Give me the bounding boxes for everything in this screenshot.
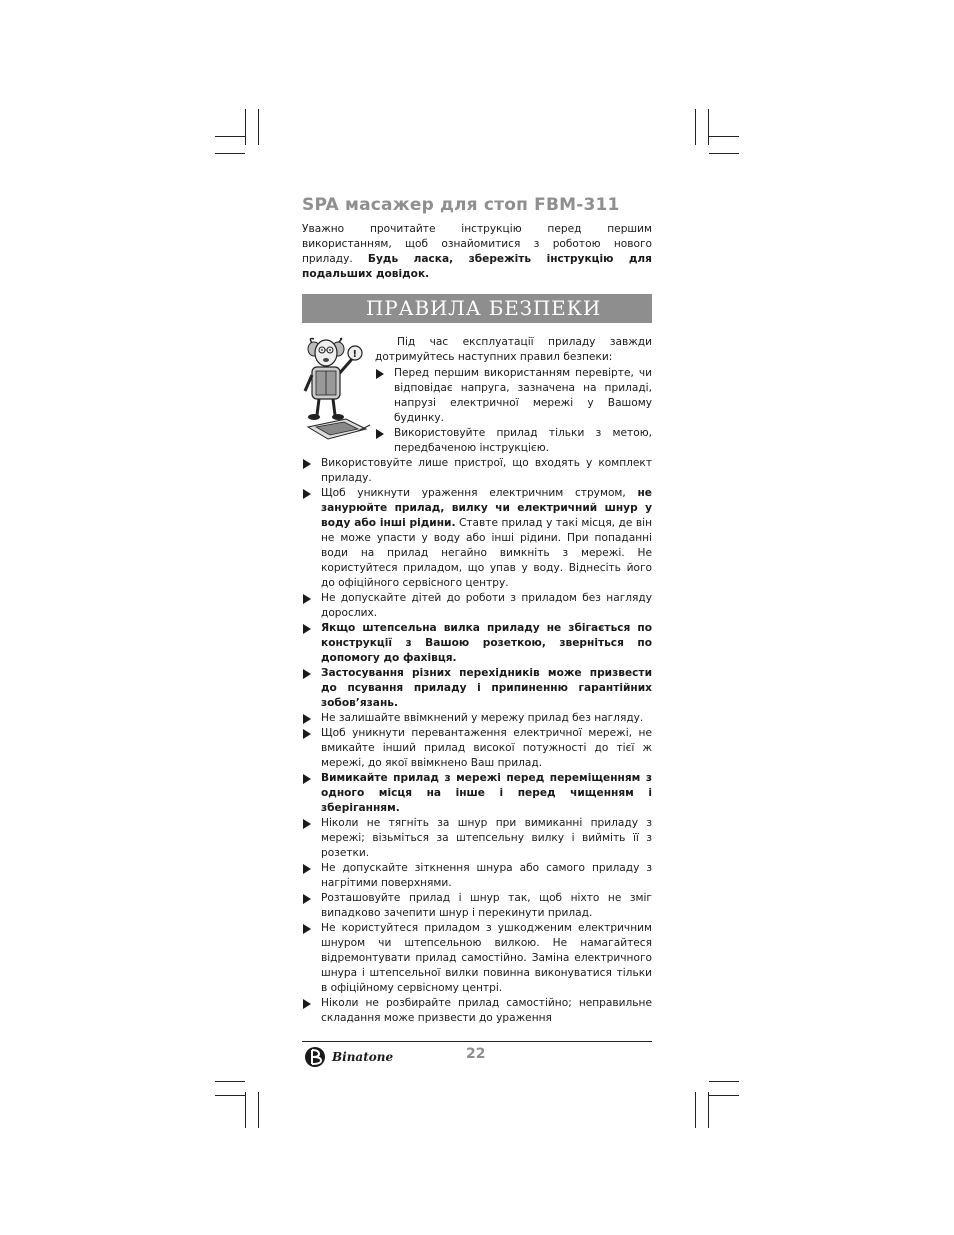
bullet-arrow-icon [303,594,311,604]
bullet-arrow-icon [303,489,311,499]
worried-man-with-device-icon [302,335,372,441]
list-item-text: Якщо штепсельна вилка приладу не збігається по конструкції з Вашою розеткою, зверніться по допомогу до фахівця. [321,622,652,664]
footer-divider [302,1041,652,1042]
intro-text: Уважно прочитайте інструкцію перед першим використанням, щоб ознайомитися з роботою нового приладу. [302,223,652,265]
list-item-text: Щоб уникнути перевантаження електричної мережі, не вмикайте інший прилад високої потужності до тієї ж мережі, до якої ввімкнено Ваш прилад. [321,727,652,769]
list-item [302,456,652,486]
binatone-logo-icon [304,1046,330,1068]
list-item [302,816,652,861]
list-item-text: Перед першим використанням перевірте, чи відповідає напруга, зазначена на приладі, напрузі електричної мережі у Вашому будинку. [394,367,652,424]
bullet-arrow-icon [303,924,311,934]
list-item-text: Вимикайте прилад з мережі перед переміщенням з одного місця на інше і перед чищенням і зберіганням. [321,772,652,814]
crop-mark [215,1081,245,1082]
list-item-text: Не користуйтеся приладом з ушкодженим електричним шнуром чи штепсельною вилкою. Не намагайтеся відремонтувати прилад самостійно. Заміна електричного шнура і штепсельної вилки повинна виконуватися тільки в офіційному сервісному центрі. [321,922,652,994]
list-item-text: Не залишайте ввімкнений у мережу прилад без нагляду. [321,712,644,724]
bullet-arrow-icon [303,729,311,739]
list-item-text: Використовуйте лише пристрої, що входять у комплект приладу. [321,457,652,484]
bullet-arrow-icon [303,999,311,1009]
bullet-arrow-icon [376,429,384,439]
brand-name: Binatone [332,1050,394,1064]
list-item [302,711,652,726]
list-item [302,861,652,891]
document-title: SPA масажер для стоп FBM-311 [302,195,620,215]
lead-rule-list [375,366,652,456]
crop-mark [695,1092,696,1128]
intro-bold-text: Будь ласка, збережіть інструкцію для подальших довідок. [302,253,652,280]
crop-mark [709,136,739,137]
list-item [302,921,652,996]
crop-mark [215,153,245,154]
lead-text-column [375,335,652,456]
document-page [302,194,652,1026]
list-item [302,486,652,591]
crop-mark [708,1092,709,1128]
list-item [302,891,652,921]
list-item-text: Не допускайте зіткнення шнура або самого приладу з нагрітими поверхнями. [321,862,652,889]
crop-mark [215,136,245,137]
bullet-arrow-icon [303,624,311,634]
list-item [302,666,652,711]
list-item [302,621,652,666]
list-item [375,366,652,426]
list-item-text: Не допускайте дітей до роботи з приладом без нагляду дорослих. [321,592,652,619]
bullet-arrow-icon [303,894,311,904]
bullet-arrow-icon [303,669,311,679]
list-item-text: Використовуйте прилад тільки з метою, передбаченою інструкцією. [394,427,652,454]
lead-paragraph: Під час експлуатації приладу завжди дотримуйтесь наступних правил безпеки: [375,336,652,363]
crop-mark [709,153,739,154]
brand-logo [304,1046,393,1068]
page-number: 22 [466,1046,486,1062]
crop-mark [709,1081,739,1082]
crop-mark [258,1092,259,1128]
crop-mark [708,109,709,145]
crop-mark [245,109,246,145]
crop-mark [695,109,696,145]
bullet-arrow-icon [303,864,311,874]
bullet-arrow-icon [376,369,384,379]
crop-mark [258,109,259,145]
list-item [302,591,652,621]
list-item-text: Застосування різних перехідників може призвести до псування приладу і припиненню гарантійних зобов’язань. [321,667,652,709]
crop-mark [709,1095,739,1096]
bullet-arrow-icon [303,459,311,469]
intro-paragraph [302,222,652,282]
bullet-arrow-icon [303,774,311,784]
crop-mark [215,1095,245,1096]
safety-rule-list [302,456,652,1026]
bullet-arrow-icon [303,819,311,829]
list-item-text: Ніколи не розбирайте прилад самостійно; неправильне складання може призвести до ураження [321,997,652,1024]
list-item-bold-text: не занурюйте прилад, вилку чи електричний шнур у воду або інші рідини. [321,487,652,529]
list-item-text: Розташовуйте прилад і шнур так, щоб ніхто не зміг випадково зачепити шнур і перекинути прилад. [321,892,652,919]
list-item-text: Щоб уникнути ураження електричним струмом, [321,487,638,499]
section-banner: ПРАВИЛА БЕЗПЕКИ [302,294,652,323]
lead-block [302,335,652,456]
list-item [302,996,652,1026]
svg-text:!: ! [352,349,358,360]
list-item [302,771,652,816]
list-item [302,726,652,771]
list-item [375,426,652,456]
bullet-arrow-icon [303,714,311,724]
list-item-text: Ніколи не тягніть за шнур при вимиканні приладу з мережі; візьміться за штепсельну вилку і вийміть її з розетки. [321,817,652,859]
list-item-text: Ставте прилад у такі місця, де він не може упасти у воду або інші рідини. При попаданні води на прилад негайно вимкніть з мережі. Не користуйтеся приладом, що упав у воду. Віднесіть його до офіційного сервісного центру. [321,517,652,589]
crop-mark [245,1092,246,1128]
